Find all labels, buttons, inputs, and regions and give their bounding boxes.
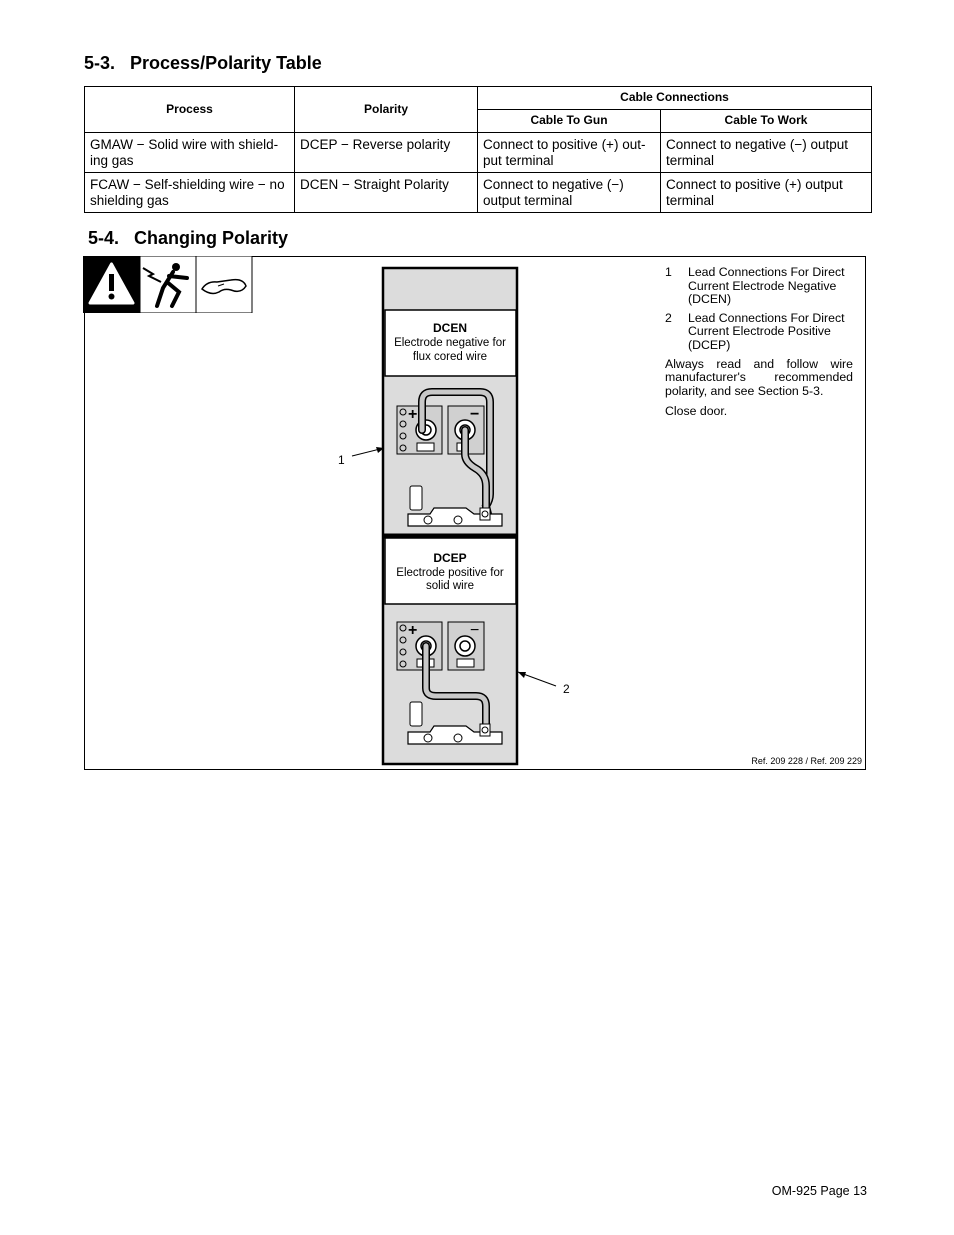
dcep-line1: Electrode positive for	[396, 567, 504, 579]
legend-item-number: 1	[665, 265, 672, 279]
cell-polarity: DCEN − Straight Polarity	[295, 173, 478, 213]
dcen-minus-sign: −	[470, 406, 480, 423]
legend-item-number: 2	[665, 310, 672, 325]
legend-item-text: Lead Connections For Direct Current Electrode Positive (DCEP)	[688, 310, 845, 352]
dcen-line2: flux cored wire	[412, 351, 488, 363]
callout-2: 2	[563, 682, 570, 696]
dcen-title: DCEN	[432, 321, 468, 335]
callout-1: 1	[338, 453, 345, 467]
cell-gun: Connect to negative (−) output terminal	[478, 173, 661, 213]
dcep-plus-sign: +	[408, 622, 418, 639]
safety-icons	[83, 256, 253, 313]
section-5-4-heading: 5-4. Changing Polarity	[88, 228, 289, 248]
polarity-diagram	[330, 264, 590, 770]
cell-work: Connect to positive (+) output terminal	[661, 173, 872, 213]
cell-process: FCAW − Self-shielding wire − no shielding gas	[85, 173, 295, 213]
dcen-plus-sign: +	[408, 406, 418, 423]
page-footer: OM-925 Page 13	[771, 1184, 867, 1198]
legend-item	[665, 266, 853, 307]
dcep-minus-sign: −	[470, 622, 480, 639]
legend-note-close-door: Close door.	[665, 404, 728, 419]
legend-note-polarity: Always read and follow wire manufacturer's recommended polarity, and see Section 5-3.	[665, 356, 853, 398]
warning-icon	[83, 256, 140, 313]
legend	[665, 266, 853, 426]
cell-polarity: DCEP − Reverse polarity	[295, 133, 478, 173]
section-5-3-heading: 5-3. Process/Polarity Table	[84, 53, 322, 73]
reference-number: Ref. 209 228 / Ref. 209 229	[751, 756, 862, 766]
dcen-line1: Electrode negative for	[394, 337, 506, 349]
table-row	[85, 133, 872, 173]
safety-glasses-icon	[196, 256, 252, 313]
process-polarity-table	[84, 86, 872, 213]
header-polarity: Polarity	[295, 87, 478, 133]
dcep-title: DCEP	[433, 551, 467, 565]
dcep-line2: solid wire	[426, 580, 474, 592]
header-process: Process	[85, 87, 295, 133]
header-cable-to-work: Cable To Work	[661, 110, 872, 133]
header-cable-connections: Cable Connections	[478, 87, 872, 110]
electric-shock-icon	[140, 256, 196, 313]
cell-process: GMAW − Solid wire with shield-ing gas	[85, 133, 295, 173]
header-cable-to-gun: Cable To Gun	[478, 110, 661, 133]
legend-item-text: Lead Connections For Direct Current Electrode Negative (DCEN)	[688, 265, 845, 307]
cell-gun: Connect to positive (+) out-put terminal	[478, 133, 661, 173]
cell-work: Connect to negative (−) output terminal	[661, 133, 872, 173]
legend-item	[665, 312, 853, 353]
table-row	[85, 173, 872, 213]
